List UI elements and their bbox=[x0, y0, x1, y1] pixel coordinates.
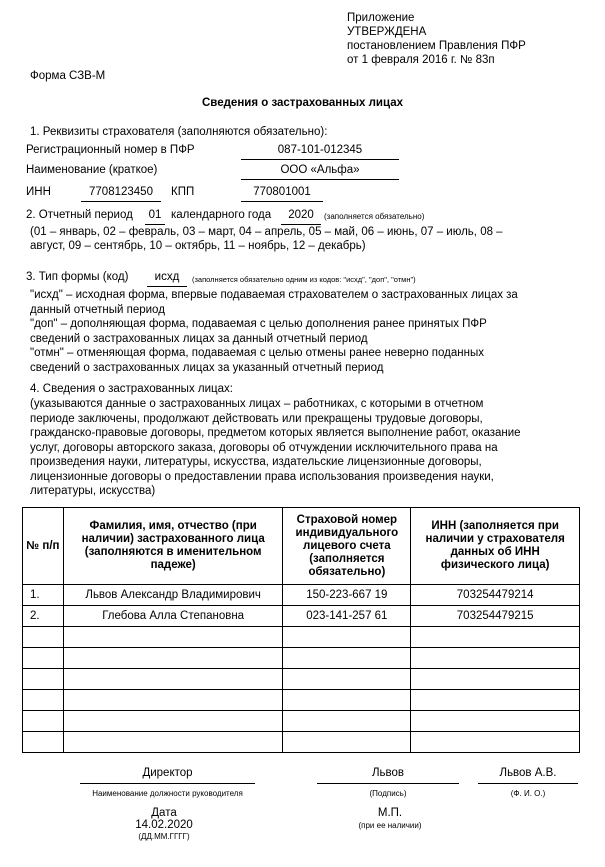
form-type-desc-line: данный отчетный период bbox=[30, 303, 165, 316]
cell-inn bbox=[411, 690, 580, 711]
period-label: 2. Отчетный период bbox=[26, 209, 133, 221]
cell-number bbox=[23, 627, 64, 648]
signature-caption: (Подпись) bbox=[369, 789, 407, 798]
form-type-desc-line: сведений о застрахованных лицах за данный отчетный период bbox=[30, 332, 368, 345]
section4-description bbox=[30, 397, 521, 499]
approval-line-3: постановлением Правления ПФР bbox=[347, 40, 526, 52]
section4-desc-line: лицензионные договоры о предоставлении права использования произведения науки, bbox=[30, 470, 494, 483]
cell-full-name bbox=[63, 690, 283, 711]
kpp-label: КПП bbox=[171, 186, 195, 198]
cell-snils bbox=[283, 627, 411, 648]
insured-persons-table bbox=[22, 507, 580, 753]
form-type-label: 3. Тип формы (код) bbox=[26, 271, 129, 283]
table-row bbox=[23, 585, 580, 606]
stamp-label: М.П. bbox=[377, 807, 403, 819]
section4-desc-line: периоде заключены, продолжают действовать или прекращены трудовые договоры, bbox=[30, 412, 483, 425]
form-type-description bbox=[30, 288, 518, 375]
cell-full-name bbox=[63, 648, 283, 669]
section4-desc-line: (указываются данные о застрахованных лицах – работниках, с которыми в отчетном bbox=[30, 398, 484, 410]
cell-snils bbox=[283, 690, 411, 711]
reg-number-label: Регистрационный номер в ПФР bbox=[26, 144, 195, 156]
approval-line-4: от 1 февраля 2016 г. № 83п bbox=[347, 54, 495, 66]
form-type-code: исхд bbox=[154, 271, 180, 283]
stamp-caption: (при ее наличии) bbox=[358, 821, 422, 830]
year-value: 2020 bbox=[288, 209, 314, 221]
months-line-1: (01 – январь, 02 – февраль, 03 – март, 04 – апрель, 05 – май, 06 – июнь, 07 – июль, 08 – bbox=[30, 226, 503, 238]
header-full-name: Фамилия, имя, отчество (при наличии) застрахованного лица (заполняются в именительном падеже) bbox=[63, 508, 283, 585]
signature-value: Львов bbox=[371, 767, 405, 779]
reg-number-value: 087-101-012345 bbox=[277, 144, 363, 156]
cell-snils: 150-223-667 19 bbox=[283, 585, 411, 606]
date-value: 14.02.2020 bbox=[135, 819, 193, 831]
cell-number bbox=[23, 690, 64, 711]
header-number: № п/п bbox=[23, 508, 64, 585]
approval-line-2: УТВЕРЖДЕНА bbox=[347, 26, 427, 38]
form-label: Форма СЗВ-М bbox=[30, 70, 106, 82]
document-title: Сведения о застрахованных лицах bbox=[202, 97, 403, 109]
fio-underline bbox=[478, 783, 578, 784]
table-header-row bbox=[23, 508, 580, 585]
inn-label: ИНН bbox=[26, 186, 51, 198]
fio-caption: (Ф. И. О.) bbox=[510, 789, 546, 798]
period-underline bbox=[145, 224, 165, 225]
form-type-underline bbox=[147, 286, 187, 287]
approval-block bbox=[347, 11, 526, 67]
year-label: календарного года bbox=[171, 209, 272, 221]
cell-snils bbox=[283, 711, 411, 732]
cell-inn: 703254479215 bbox=[411, 606, 580, 627]
inn-underline bbox=[81, 201, 161, 202]
period-value: 01 bbox=[148, 209, 162, 221]
cell-snils: 023-141-257 61 bbox=[283, 606, 411, 627]
months-line-2: август, 09 – сентябрь, 10 – октябрь, 11 – ноябрь, 12 – декабрь) bbox=[30, 240, 366, 252]
org-name-underline bbox=[241, 179, 399, 180]
cell-full-name bbox=[63, 627, 283, 648]
cell-inn bbox=[411, 669, 580, 690]
period-note: (заполняется обязательно) bbox=[324, 212, 425, 221]
cell-inn bbox=[411, 711, 580, 732]
table-row bbox=[23, 627, 580, 648]
cell-full-name bbox=[63, 732, 283, 753]
date-caption: (ДД.ММ.ГГГГ) bbox=[138, 832, 190, 841]
fio-value: Львов А.В. bbox=[499, 767, 557, 779]
cell-number bbox=[23, 711, 64, 732]
cell-inn bbox=[411, 627, 580, 648]
form-type-desc-line: "отмн" – отменяющая форма, подаваемая с целью отмены ранее неверно поданных bbox=[30, 347, 484, 359]
org-name-value: ООО «Альфа» bbox=[280, 164, 360, 176]
cell-inn bbox=[411, 732, 580, 753]
form-type-desc-line: сведений о застрахованных лицах за указанный отчетный период bbox=[30, 361, 384, 374]
cell-number bbox=[23, 732, 64, 753]
cell-inn: 703254479214 bbox=[411, 585, 580, 606]
table-row bbox=[23, 648, 580, 669]
org-name-label: Наименование (краткое) bbox=[26, 164, 158, 176]
header-snils: Страховой номер индивидуального лицевого счета (заполняется обязательно) bbox=[283, 508, 411, 585]
form-type-note: (заполняется обязательно одним из кодов: "исхд", "доп", "отмн") bbox=[192, 275, 416, 284]
kpp-value: 770801001 bbox=[253, 186, 311, 198]
date-label: Дата bbox=[151, 807, 177, 819]
cell-number bbox=[23, 648, 64, 669]
form-type-desc-line: "исхд" – исходная форма, впервые подаваемая страхователем о застрахованных лицах за bbox=[30, 289, 518, 301]
position-caption: Наименование должности руководителя bbox=[92, 789, 243, 798]
section4-desc-line: произведения науки, литературы, искусства, издательские лицензионные договоры, bbox=[30, 456, 482, 468]
table-row bbox=[23, 732, 580, 753]
reg-number-underline bbox=[241, 159, 399, 160]
cell-number: 1. bbox=[23, 585, 64, 606]
kpp-underline bbox=[241, 201, 323, 202]
cell-full-name bbox=[63, 711, 283, 732]
inn-value: 7708123450 bbox=[89, 186, 153, 198]
table-row bbox=[23, 669, 580, 690]
table-row bbox=[23, 606, 580, 627]
cell-snils bbox=[283, 648, 411, 669]
cell-snils bbox=[283, 669, 411, 690]
position-underline bbox=[80, 783, 255, 784]
cell-inn bbox=[411, 648, 580, 669]
year-underline bbox=[281, 224, 321, 225]
signature-underline bbox=[317, 783, 459, 784]
table-row bbox=[23, 690, 580, 711]
cell-full-name bbox=[63, 669, 283, 690]
cell-number bbox=[23, 669, 64, 690]
table-row bbox=[23, 711, 580, 732]
form-type-desc-line: "доп" – дополняющая форма, подаваемая с целью дополнения ранее принятых ПФР bbox=[30, 318, 487, 330]
approval-line-1: Приложение bbox=[347, 12, 415, 24]
position-value: Директор bbox=[142, 767, 193, 779]
section4-desc-line: гражданско-правовые договоры, предметом которых является выполнение работ, оказание bbox=[30, 427, 521, 439]
cell-full-name: Львов Александр Владимирович bbox=[63, 585, 283, 606]
section4-heading: 4. Сведения о застрахованных лицах: bbox=[30, 383, 233, 395]
section1-heading: 1. Реквизиты страхователя (заполняются обязательно): bbox=[30, 126, 328, 138]
section4-desc-line: услуг, договоры авторского заказа, договоры об отчуждении исключительного права на bbox=[30, 441, 498, 454]
section4-desc-line: литературы, искусства) bbox=[30, 485, 156, 497]
cell-full-name: Глебова Алла Степановна bbox=[63, 606, 283, 627]
cell-number: 2. bbox=[23, 606, 64, 627]
cell-snils bbox=[283, 732, 411, 753]
header-inn: ИНН (заполняется при наличии у страхователя данных об ИНН физического лица) bbox=[411, 508, 580, 585]
